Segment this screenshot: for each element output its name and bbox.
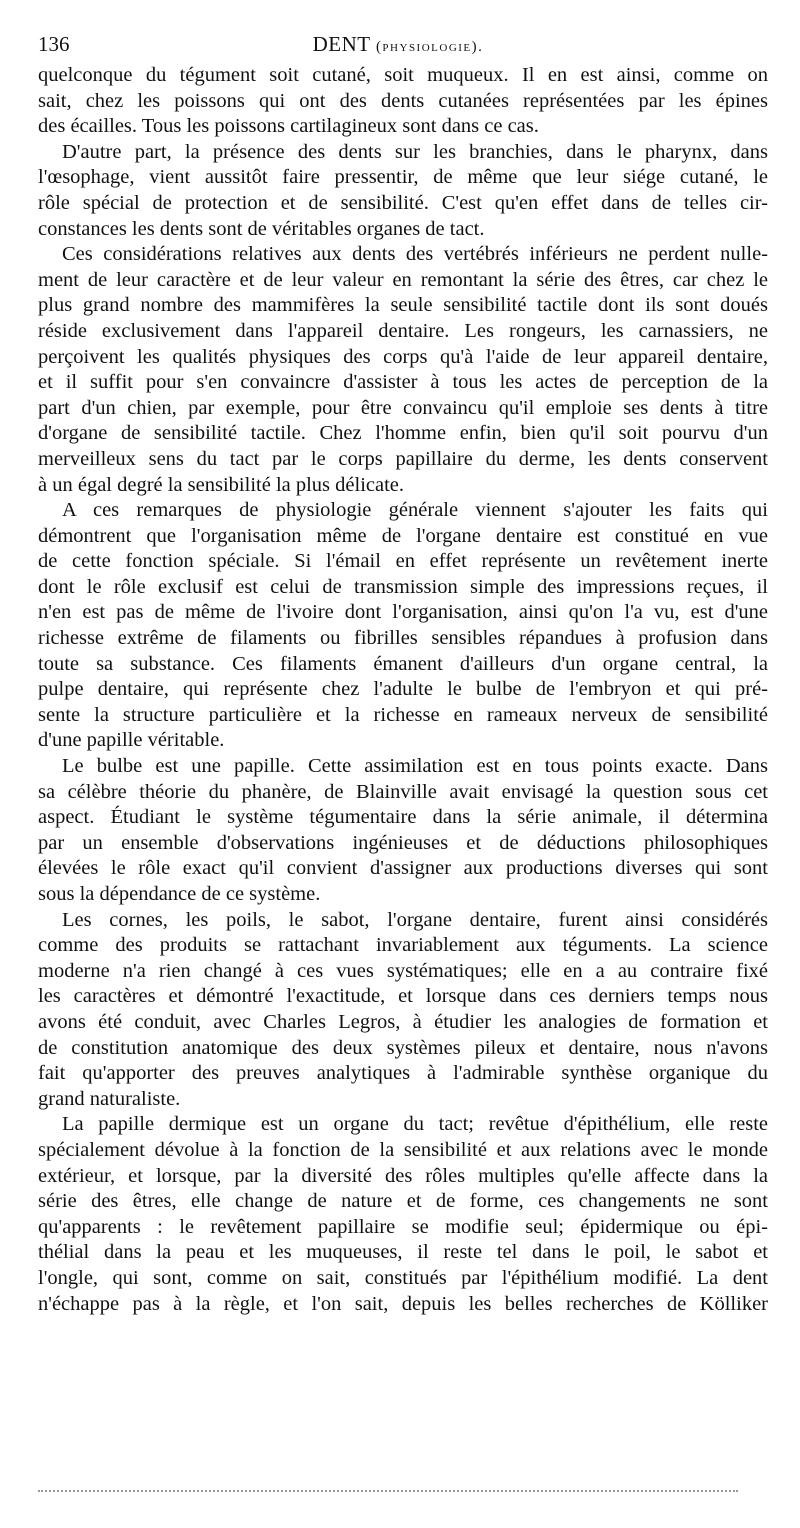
text-line: de cette fonction spéciale. Si l'émail en effet représente un revêtement inerte — [38, 550, 768, 573]
text-line: sa célèbre théorie du phanère, de Blainville avait envisagé la question sous cet — [38, 780, 768, 803]
text-line: série des êtres, elle change de nature et de forme, ces changements ne sont — [38, 1190, 768, 1213]
page-number: 136 — [38, 32, 70, 56]
text-line: par un ensemble d'observations ingénieuses et de déductions philosophiques — [38, 831, 768, 854]
running-title-main: DENT — [312, 32, 371, 56]
text-line: moderne n'a rien changé à ces vues systématiques; elle en a au contraire fixé — [38, 959, 768, 982]
text-line: thélial dans la peau et les muqueuses, il reste tel dans le poil, le sabot et — [38, 1241, 768, 1264]
text-line: spécialement dévolue à la fonction de la sensibilité et aux relations avec le monde — [38, 1138, 768, 1161]
running-title-sub: (physiologie). — [375, 39, 484, 55]
text-line: plus grand nombre des mammifères la seule sensibilité tactile dont ils sont doués — [38, 294, 768, 317]
text-line: sait, chez les poissons qui ont des dents cutanées représentées par les épines — [38, 89, 768, 112]
text-line: Ces considérations relatives aux dents des vertébrés inférieurs ne perdent nulle- — [62, 243, 768, 266]
text-line: D'autre part, la présence des dents sur les branchies, dans le pharynx, dans — [62, 140, 768, 163]
footer-rule — [38, 1490, 738, 1492]
text-line: et il suffit pour s'en convaincre d'assister à tous les actes de perception de la — [38, 371, 768, 394]
text-line: démontrent que l'organisation même de l'organe dentaire est constitué en vue — [38, 524, 768, 547]
text-line: quelconque du tégument soit cutané, soit muqueux. Il en est ainsi, comme on — [38, 64, 768, 86]
text-line: toute sa substance. Ces filaments émanent d'ailleurs d'un organe central, la — [38, 652, 768, 675]
text-line: d'une papille véritable. — [38, 729, 225, 752]
text-line: Les cornes, les poils, le sabot, l'organe dentaire, furent ainsi considérés — [62, 908, 768, 931]
text-line: merveilleux sens du tact par le corps papillaire du derme, les dents conservent — [38, 447, 768, 470]
text-line: constances les dents sont de véritables organes de tact. — [38, 217, 485, 240]
text-line: grand naturaliste. — [38, 1087, 181, 1110]
text-line: n'échappe pas à la règle, et l'on sait, depuis les belles recherches de Kölliker — [38, 1292, 768, 1315]
running-title — [38, 30, 758, 61]
text-line: avons été conduit, avec Charles Legros, à étudier les analogies de formation et — [38, 1010, 768, 1033]
text-line: Le bulbe est une papille. Cette assimilation est en tous points exacte. Dans — [62, 755, 768, 778]
text-line: sous la dépendance de ce système. — [38, 883, 321, 905]
text-line: l'œsophage, vient aussitôt faire pressentir, de même que leur siége cutané, le — [38, 166, 768, 189]
text-line: rôle spécial de protection et de sensibilité. C'est qu'en effet dans de telles cir- — [38, 191, 768, 214]
page-header — [38, 30, 758, 58]
text-line: n'en est pas de même de l'ivoire dont l'organisation, ainsi qu'on l'a vu, est d'une — [38, 601, 768, 624]
text-line: les caractères et démontré l'exactitude, et lorsque dans ces derniers temps nous — [38, 985, 768, 1008]
text-line: richesse extrême de filaments ou fibrilles sensibles répandues à profusion dans — [38, 627, 768, 650]
text-line: ment de leur caractère et de leur valeur en remontant la série des êtres, car chez le — [38, 268, 768, 291]
text-line: dont le rôle exclusif est celui de transmission simple des impressions reçues, il — [38, 575, 768, 598]
text-line: perçoivent les qualités physiques des corps qu'à l'aide de leur appareil dentaire, — [38, 345, 768, 368]
text-line: part d'un chien, par exemple, pour être convaincu qu'il emploie ses dents à titre — [38, 396, 768, 419]
text-line: sente la structure particulière et la richesse en rameaux nerveux de sensibilité — [38, 703, 768, 726]
text-line: La papille dermique est un organe du tact; revêtue d'épithélium, elle reste — [62, 1113, 768, 1136]
text-line: des écailles. Tous les poissons cartilagineux sont dans ce cas. — [38, 115, 539, 138]
body-text — [38, 63, 768, 1317]
text-line: qu'apparents : le revêtement papillaire se modifie seul; épidermique ou épi- — [38, 1215, 768, 1238]
text-line: élevées le rôle exact qu'il convient d'assigner aux productions diverses qui sont — [38, 857, 768, 880]
text-line: comme des produits se rattachant invariablement aux téguments. La science — [38, 934, 768, 957]
text-line: réside exclusivement dans l'appareil dentaire. Les rongeurs, les carnassiers, ne — [38, 319, 768, 342]
text-line: d'organe de sensibilité tactile. Chez l'homme enfin, bien qu'il soit pourvu d'un — [38, 422, 768, 445]
text-line: A ces remarques de physiologie générale viennent s'ajouter les faits qui — [62, 499, 768, 522]
text-line: à un égal degré la sensibilité la plus délicate. — [38, 473, 405, 496]
text-line: fait qu'apporter des preuves analytiques à l'admirable synthèse organique du — [38, 1062, 768, 1085]
text-line: extérieur, et lorsque, par la diversité des rôles multiples qu'elle affecte dans la — [38, 1164, 768, 1187]
text-line: aspect. Étudiant le système tégumentaire dans la série animale, il détermina — [38, 806, 768, 829]
text-line: de constitution anatomique des deux systèmes pileux et dentaire, nous n'avons — [38, 1036, 768, 1059]
text-line: l'ongle, qui sont, comme on sait, constitués par l'épithélium modifié. La dent — [38, 1266, 768, 1289]
text-line: pulpe dentaire, qui représente chez l'adulte le bulbe de l'embryon et qui pré- — [38, 678, 768, 701]
